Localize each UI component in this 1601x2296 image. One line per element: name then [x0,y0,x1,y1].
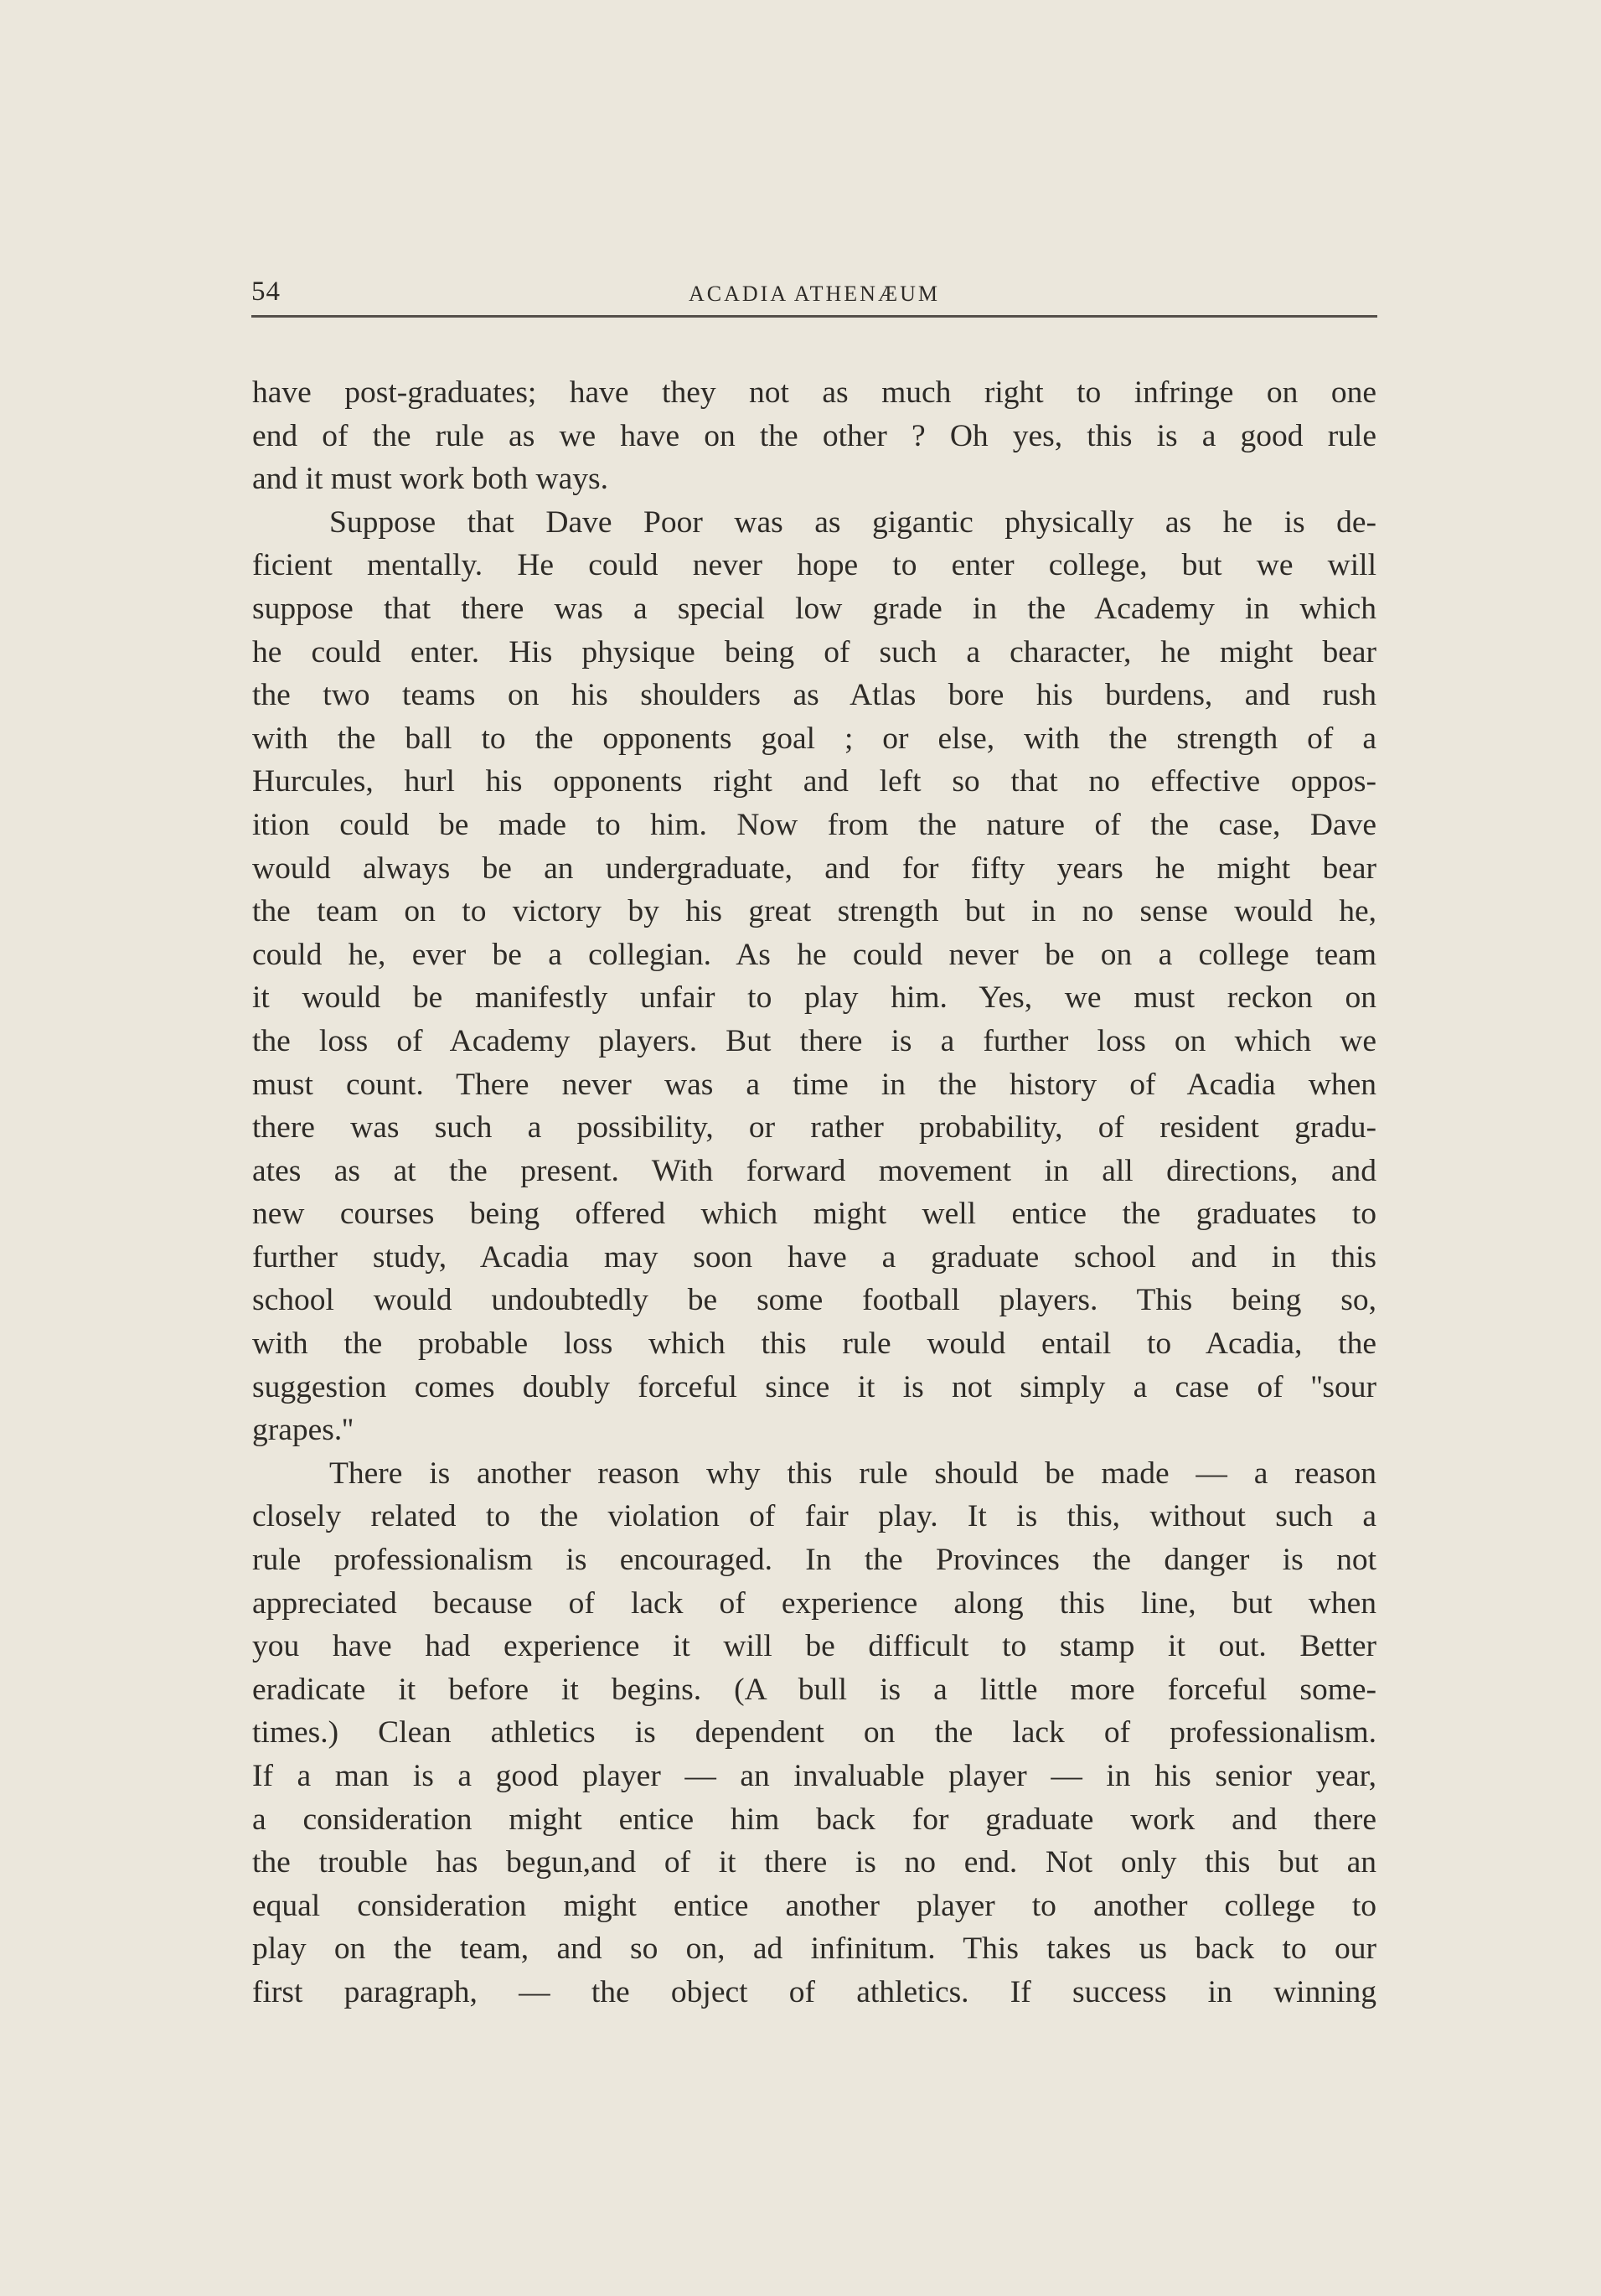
text-line: the trouble has begun,and of it there is no end. Not only this but an [252,1845,1376,1880]
text-line: a consideration might entice him back for graduate work and there [252,1802,1376,1837]
text-line: he could enter. His physique being of such a character, he might bear [252,634,1376,670]
text-line: play on the team, and so on, ad infinitum. This takes us back to our [252,1931,1376,1967]
page-number: 54 [251,277,281,307]
text-line: with the probable loss which this rule would entail to Acadia, the [252,1326,1376,1362]
text-line: there was such a possibility, or rather probability, of resident gradu- [252,1110,1376,1145]
text-line: have post-graduates; have they not as much right to infringe on one [252,375,1376,410]
text-line: you have had experience it will be difficult to stamp it out. Better [252,1629,1376,1664]
text-line: further study, Acadia may soon have a graduate school and in this [252,1239,1376,1275]
text-line: would always be an undergraduate, and for fifty years he might bear [252,851,1376,886]
text-line: it would be manifestly unfair to play him. Yes, we must reckon on [252,980,1376,1016]
text-line: rule professionalism is encouraged. In the Provinces the danger is not [252,1543,1376,1578]
text-line: closely related to the violation of fair play. It is this, without such a [252,1499,1376,1534]
text-line: There is another reason why this rule should be made — a reason [329,1456,1376,1491]
text-line: the two teams on his shoulders as Atlas bore his burdens, and rush [252,678,1376,713]
text-line: times.) Clean athletics is dependent on the lack of professionalism. [252,1715,1376,1750]
text-line: equal consideration might entice another player to another college to [252,1888,1376,1923]
text-line: school would undoubtedly be some football players. This being so, [252,1283,1376,1318]
text-line: and it must work both ways. [252,462,608,497]
body-text [252,371,1376,2014]
text-line: suggestion comes doubly forceful since it is not simply a case of ''sour [252,1369,1376,1404]
text-line: suppose that there was a special low grade in the Academy in which [252,591,1376,626]
text-line: could he, ever be a collegian. As he could never be on a college team [252,937,1376,972]
text-line: first paragraph, — the object of athletics. If success in winning [252,1974,1376,2009]
text-line: If a man is a good player — an invaluable player — in his senior year, [252,1759,1376,1793]
text-line: the loss of Academy players. But there is a further loss on which we [252,1023,1376,1058]
text-line: ition could be made to him. Now from the nature of the case, Dave [252,807,1376,842]
text-line: the team on to victory by his great strength but in no sense would he, [252,894,1376,929]
page-header [251,277,1377,318]
text-line: ates as at the present. With forward movement in all directions, and [252,1153,1376,1188]
text-line: end of the rule as we have on the other ? Oh yes, this is a good rule [252,418,1376,453]
running-title: ACADIA ATHENÆUM [689,282,940,306]
text-line: with the ball to the opponents goal ; or else, with the strength of a [252,721,1376,756]
text-line: ficient mentally. He could never hope to enter college, but we will [252,548,1376,583]
text-line: must count. There never was a time in the history of Acadia when [252,1067,1376,1102]
text-line: grapes.'' [252,1413,354,1448]
text-line: Hurcules, hurl his opponents right and left so that no effective oppos- [252,764,1376,799]
text-line: eradicate it before it begins. (A bull is a little more forceful some- [252,1672,1376,1707]
text-line: new courses being offered which might well entice the graduates to [252,1197,1376,1232]
text-line: appreciated because of lack of experience along this line, but when [252,1585,1376,1621]
text-line: Suppose that Dave Poor was as gigantic physically as he is de- [329,504,1376,540]
